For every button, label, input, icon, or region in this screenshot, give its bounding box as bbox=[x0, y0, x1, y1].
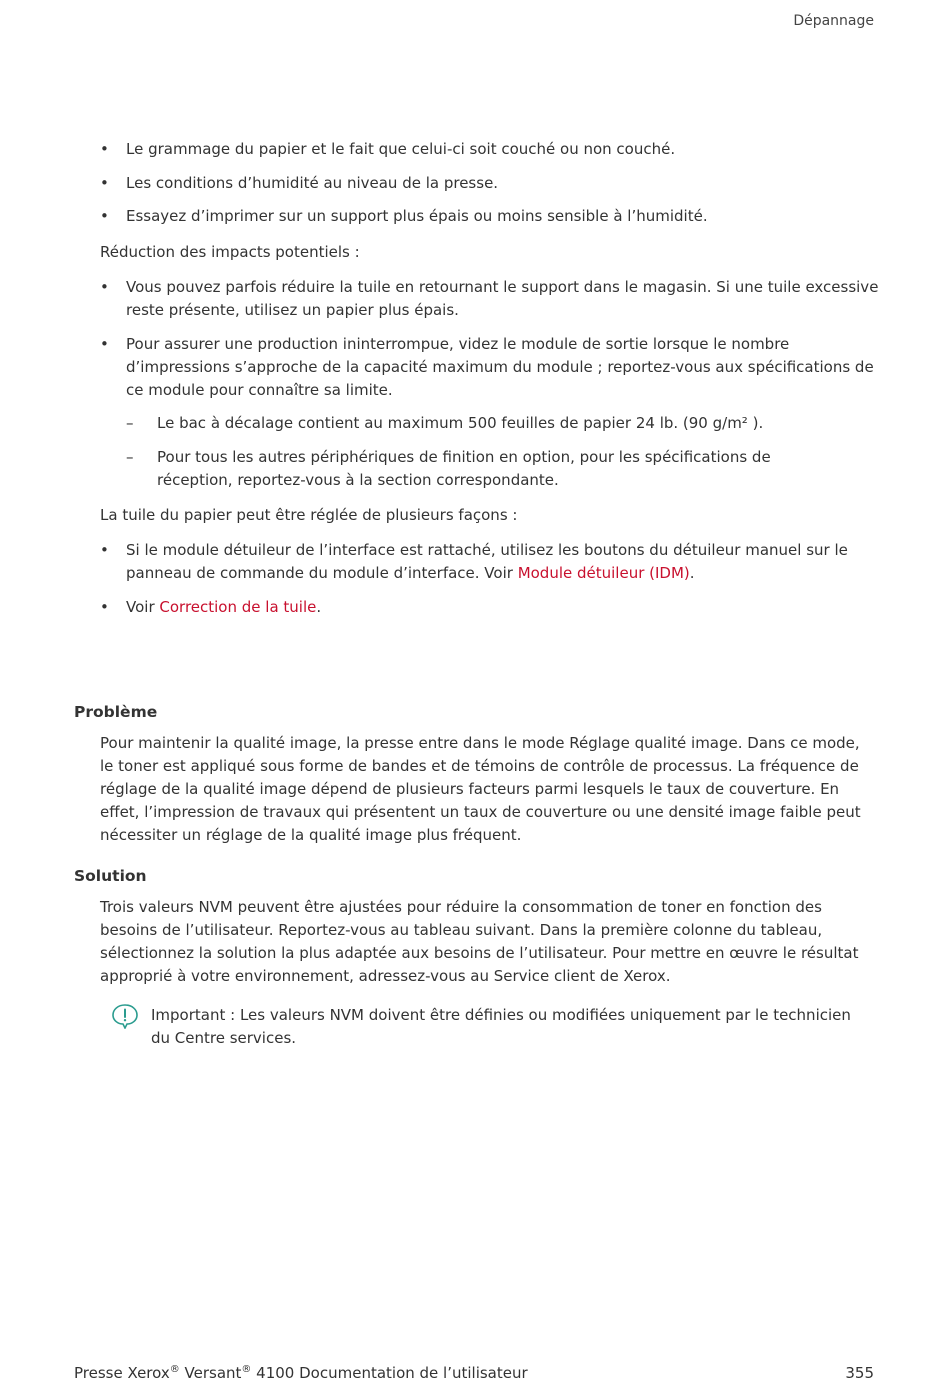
link-correction-tuile[interactable]: Correction de la tuile bbox=[159, 598, 317, 616]
important-icon bbox=[111, 1003, 139, 1029]
solution-text: Trois valeurs NVM peuvent être ajustées pour réduire la consommation de toner en fonction des besoins de l’utilisateur. Reportez-vous au tableau suivant. Dans la première colonne du tableau, sélectionnez la solution la plus adaptée aux besoins de l’utilisateur. Pour mettre en œuvre le résultat approprié à votre environnement, adressez-vous au Service client de Xerox. bbox=[100, 898, 859, 985]
reduction-label: Réduction des impacts potentiels : bbox=[100, 243, 360, 261]
list-item: • Essayez d’imprimer sur un support plus épais ou moins sensible à l’humidité. bbox=[100, 205, 880, 228]
problem-text: Pour maintenir la qualité image, la presse entre dans le mode Réglage qualité image. Dans ce mode, le toner est appliqué sous forme de bandes et de témoins de contrôle de processus. La fréquence de réglage de la qualité image dépend de plusieurs facteurs parmi lesquels le taux de couverture. En effet, l’impression de travaux qui présentent un taux de couverture ou une densité image faible peut nécessiter un réglage de la qualité image plus fréquent. bbox=[100, 734, 861, 844]
important-note: Important : Les valeurs NVM doivent être définies ou modifiées uniquement par le technicien du Centre services. bbox=[151, 1006, 851, 1047]
list-item: • Les conditions d’humidité au niveau de la presse. bbox=[100, 172, 880, 195]
list-item: • Vous pouvez parfois réduire la tuile en retournant le support dans le magasin. Si une tuile excessive reste présente, utilisez un papier plus épais. bbox=[100, 278, 879, 319]
bullet-icon: • bbox=[100, 174, 109, 192]
problem-heading: Problème bbox=[74, 703, 158, 721]
link-module-detuileur[interactable]: Module détuileur (IDM) bbox=[517, 564, 690, 582]
ways-label: La tuile du papier peut être réglée de plusieurs façons : bbox=[100, 506, 518, 524]
list-item: • Pour assurer une production ininterrompue, videz le module de sortie lorsque le nombre d’impressions s’approche de la capacité maximum du module ; reportez-vous aux spécifications de ce module pour connaître sa limite. bbox=[100, 335, 874, 399]
bullet-icon: • bbox=[100, 278, 109, 296]
sub-list-item: – Pour tous les autres périphériques de finition en option, pour les spécifications de réception, reportez-vous à la section correspondante. bbox=[126, 448, 771, 489]
list-item: • Voir Correction de la tuile. bbox=[100, 596, 880, 619]
bullet-icon: • bbox=[100, 207, 109, 225]
footer-title: Presse Xerox® Versant® 4100 Documentation de l’utilisateur bbox=[74, 1364, 528, 1382]
solution-heading: Solution bbox=[74, 867, 147, 885]
dash-marker: – bbox=[126, 414, 134, 432]
list-item: • Le grammage du papier et le fait que celui-ci soit couché ou non couché. bbox=[100, 138, 880, 161]
list-item: • Si le module détuileur de l’interface est rattaché, utilisez les boutons du détuileur manuel sur le panneau de commande du module d’interface. Voir Module détuileur (IDM). bbox=[100, 541, 848, 582]
bullet-icon: • bbox=[100, 541, 109, 559]
sub-list-item: – Le bac à décalage contient au maximum 500 feuilles de papier 24 lb. (90 g/m² ). bbox=[126, 412, 826, 435]
bullet-icon: • bbox=[100, 598, 109, 616]
dash-marker: – bbox=[126, 448, 134, 466]
bullet-icon: • bbox=[100, 140, 109, 158]
page-number: 355 bbox=[845, 1364, 874, 1382]
running-header: Dépannage bbox=[793, 13, 874, 29]
bullet-icon: • bbox=[100, 335, 109, 353]
